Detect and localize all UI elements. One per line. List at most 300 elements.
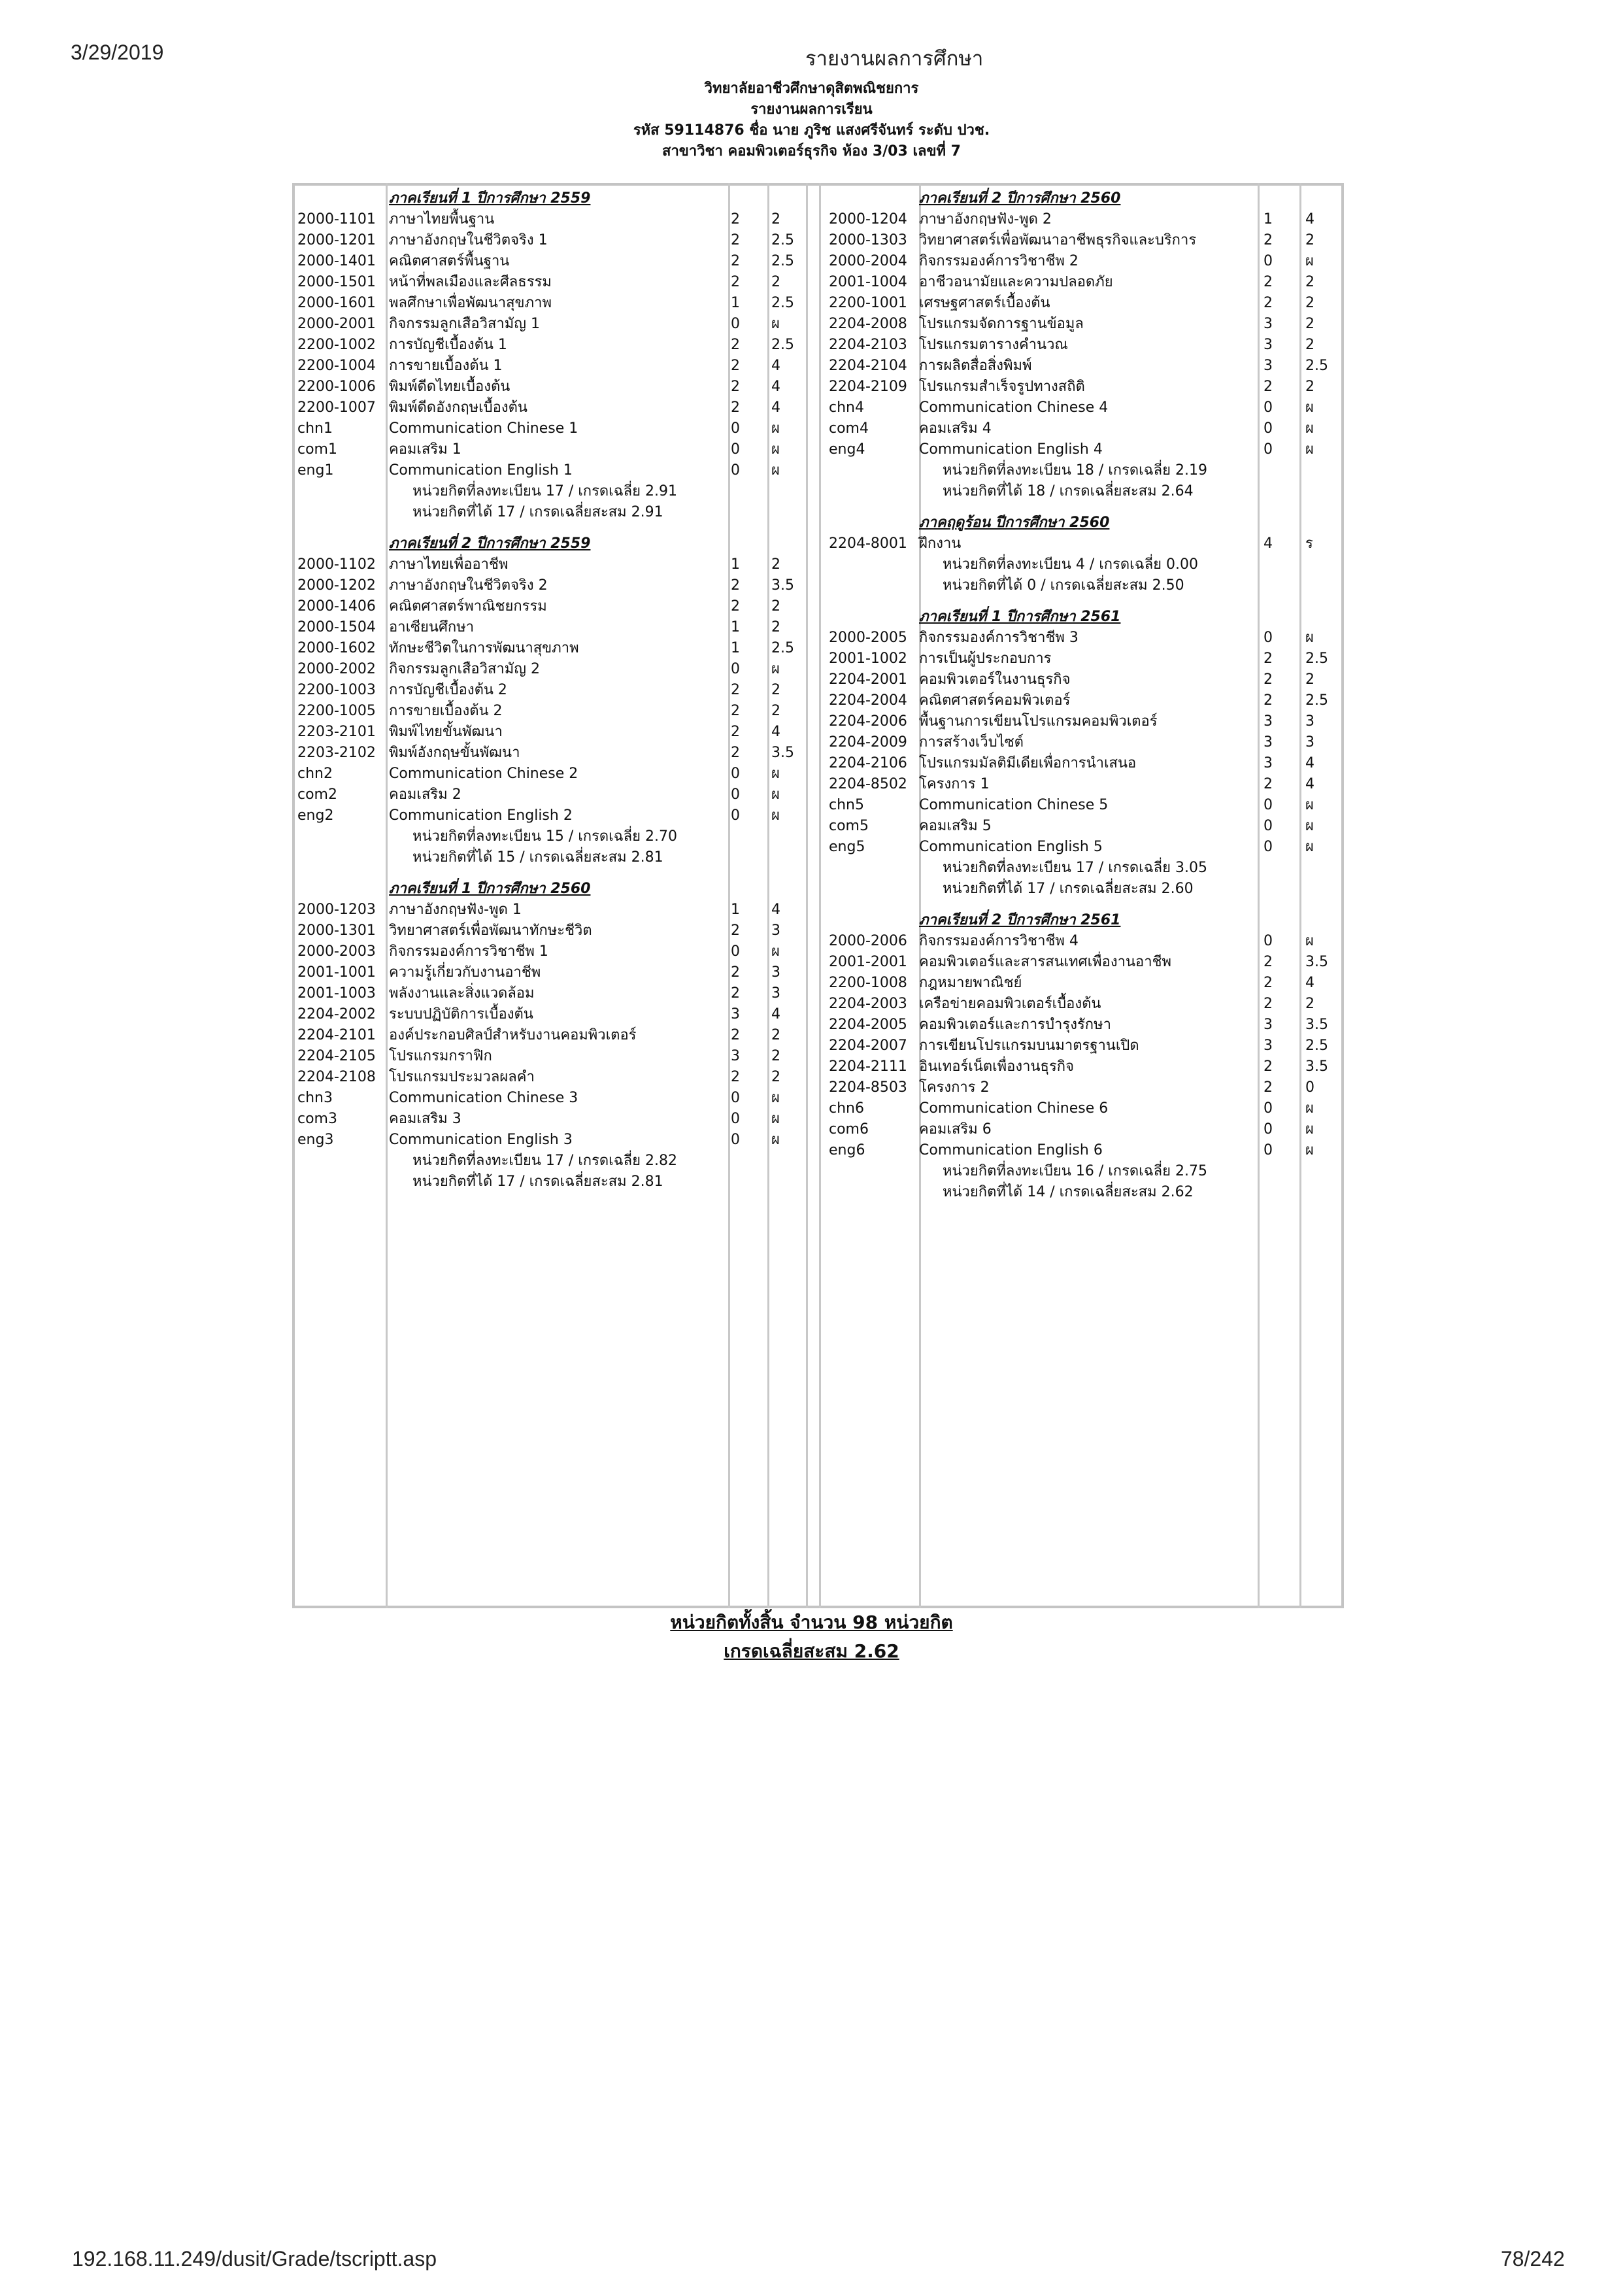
course-grade: 3	[771, 964, 780, 981]
course-row	[829, 649, 1339, 669]
course-grade: ผ	[1305, 399, 1314, 416]
course-credit: 3	[731, 1006, 740, 1022]
course-code: 2001-1004	[829, 274, 907, 290]
course-name: กิจกรรมองค์การวิชาชีพ 4	[919, 933, 1079, 949]
course-name: Communication Chinese 6	[919, 1100, 1109, 1117]
course-credit: 2	[731, 253, 740, 269]
course-code: 2000-1401	[297, 253, 376, 269]
course-grade: ผ	[1305, 818, 1314, 834]
course-row	[297, 209, 807, 230]
course-row	[297, 900, 807, 920]
student-info: รหัส 59114876 ชื่อ นาย ภูริช แสงศรีจันทร์ ระดับ ปวช.	[633, 122, 990, 139]
course-name: ฝึกงาน	[919, 535, 962, 552]
course-row	[297, 230, 807, 251]
course-credit: 0	[1263, 1121, 1273, 1138]
course-credit: 1	[731, 640, 740, 656]
course-row	[297, 1046, 807, 1067]
course-code: 2204-2008	[829, 316, 907, 332]
course-row	[829, 753, 1339, 774]
course-name: อาชีวอนามัยและความปลอดภัย	[919, 274, 1113, 290]
program-info: สาขาวิชา คอมพิวเตอร์ธุรกิจ ห้อง 3/03 เลขที่ 7	[662, 143, 961, 160]
course-name: คณิตศาสตร์พื้นฐาน	[389, 253, 510, 269]
term-registered-summary: หน่วยกิตที่ลงทะเบียน 4 / เกรดเฉลี่ย 0.00	[943, 556, 1199, 573]
course-name: เครือข่ายคอมพิวเตอร์เบื้องต้น	[919, 996, 1101, 1012]
course-credit: 1	[1263, 211, 1273, 228]
course-row	[297, 575, 807, 596]
course-credit: 0	[1263, 933, 1273, 949]
course-row	[829, 439, 1339, 460]
course-grade: 3.5	[771, 577, 794, 594]
term-earned-summary: หน่วยกิตที่ได้ 15 / เกรดเฉลี่ยสะสม 2.81	[412, 849, 663, 866]
course-code: 2204-2007	[829, 1038, 907, 1054]
course-row	[829, 314, 1339, 335]
course-credit: 0	[731, 316, 740, 332]
course-code: 2204-2004	[829, 692, 907, 709]
course-code: 2204-2101	[297, 1027, 376, 1043]
course-code: 2204-8502	[829, 776, 907, 792]
course-grade: ผ	[1305, 1142, 1314, 1158]
report-title: รายงานผลการเรียน	[750, 101, 873, 118]
course-row	[297, 743, 807, 764]
course-name: Communication Chinese 1	[389, 420, 578, 437]
course-grade: ผ	[771, 786, 780, 803]
course-grade: ผ	[1305, 630, 1314, 646]
course-row	[297, 439, 807, 460]
course-grade: ผ	[771, 441, 780, 458]
course-grade: 2	[771, 1069, 780, 1085]
course-credit: 2	[1263, 295, 1273, 311]
course-code: 2000-1406	[297, 598, 376, 615]
course-row	[829, 356, 1339, 377]
course-credit: 0	[1263, 441, 1273, 458]
term-earned-summary: หน่วยกิตที่ได้ 17 / เกรดเฉลี่ยสะสม 2.91	[412, 504, 663, 520]
course-code: 2000-1204	[829, 211, 907, 228]
course-grade: 2	[1305, 274, 1314, 290]
course-code: 2001-1001	[297, 964, 376, 981]
course-row	[297, 356, 807, 377]
course-grade: 2	[771, 556, 780, 573]
course-code: 2000-2003	[297, 943, 376, 960]
course-credit: 2	[1263, 996, 1273, 1012]
course-row	[829, 931, 1339, 952]
course-grade: 4	[1305, 211, 1314, 228]
course-code: 2204-2111	[829, 1058, 907, 1075]
course-grade: ผ	[771, 766, 780, 782]
course-name: โครงการ 2	[919, 1079, 990, 1096]
course-row	[297, 314, 807, 335]
course-credit: 0	[731, 420, 740, 437]
course-credit: 0	[731, 1090, 740, 1106]
course-name: คอมพิวเตอร์และการบำรุงรักษา	[919, 1017, 1111, 1033]
course-code: 2204-2109	[829, 379, 907, 395]
course-row	[829, 251, 1339, 272]
course-name: วิทยาศาสตร์เพื่อพัฒนาอาชีพธุรกิจและบริการ	[919, 232, 1197, 248]
course-name: กิจกรรมลูกเสือวิสามัญ 2	[389, 661, 540, 677]
course-row	[829, 335, 1339, 356]
course-grade: ผ	[1305, 1121, 1314, 1138]
transcript-footer	[0, 1608, 1623, 1666]
course-credit: 2	[731, 598, 740, 615]
course-code: 2000-1501	[297, 274, 376, 290]
course-row	[297, 785, 807, 805]
course-grade: 3.5	[771, 745, 794, 761]
course-grade: ผ	[771, 1090, 780, 1106]
course-name: โครงการ 1	[919, 776, 990, 792]
course-credit: 1	[731, 295, 740, 311]
college-name: วิทยาลัยอาชีวศึกษาดุสิตพณิชยการ	[704, 80, 919, 97]
course-row	[297, 659, 807, 680]
course-row	[297, 764, 807, 785]
course-code: 2000-1201	[297, 232, 376, 248]
course-name: กิจกรรมองค์การวิชาชีพ 2	[919, 253, 1079, 269]
course-code: eng6	[829, 1142, 865, 1158]
course-code: 2204-2106	[829, 755, 907, 771]
course-credit: 0	[731, 766, 740, 782]
course-name: ระบบปฏิบัติการเบื้องต้น	[389, 1006, 533, 1022]
course-name: Communication Chinese 3	[389, 1090, 578, 1106]
course-code: 2000-2002	[297, 661, 376, 677]
course-row	[829, 1098, 1339, 1119]
course-credit: 0	[1263, 420, 1273, 437]
course-row	[297, 983, 807, 1004]
course-credit: 2	[731, 1069, 740, 1085]
course-row	[829, 711, 1339, 732]
course-name: การบัญชีเบื้องต้น 1	[389, 337, 507, 353]
course-grade: 2	[771, 682, 780, 698]
course-credit: 2	[731, 274, 740, 290]
course-name: Communication Chinese 5	[919, 797, 1109, 813]
course-name: การเขียนโปรแกรมบนมาตรฐานเปิด	[919, 1038, 1139, 1054]
course-grade: 4	[1305, 776, 1314, 792]
course-credit: 2	[731, 1027, 740, 1043]
term-registered-summary: หน่วยกิตที่ลงทะเบียน 17 / เกรดเฉลี่ย 2.82	[412, 1153, 678, 1169]
course-grade: ผ	[771, 316, 780, 332]
course-grade: ผ	[771, 462, 780, 479]
course-credit: 0	[731, 661, 740, 677]
course-row	[829, 952, 1339, 973]
course-name: โปรแกรมตารางคำนวณ	[919, 337, 1068, 353]
course-grade: 2	[1305, 295, 1314, 311]
course-row	[829, 418, 1339, 439]
course-credit: 1	[731, 902, 740, 918]
course-row	[297, 1130, 807, 1151]
course-row	[829, 973, 1339, 994]
course-credit: 0	[731, 943, 740, 960]
course-code: 2200-1005	[297, 703, 376, 719]
course-grade: 4	[771, 1006, 780, 1022]
course-credit: 0	[1263, 399, 1273, 416]
course-code: com4	[829, 420, 869, 437]
course-credit: 2	[731, 337, 740, 353]
course-code: 2203-2101	[297, 724, 376, 740]
course-name: โปรแกรมประมวลผลคำ	[389, 1069, 535, 1085]
course-credit: 1	[731, 619, 740, 635]
course-name: ทักษะชีวิตในการพัฒนาสุขภาพ	[389, 640, 579, 656]
course-row	[297, 1109, 807, 1130]
course-code: chn6	[829, 1100, 864, 1117]
course-credit: 2	[1263, 954, 1273, 970]
course-grade: 2.5	[771, 232, 794, 248]
course-code: 2204-2103	[829, 337, 907, 353]
course-credit: 2	[1263, 1079, 1273, 1096]
course-row	[297, 1067, 807, 1088]
course-grade: 3	[1305, 713, 1314, 730]
course-code: chn5	[829, 797, 864, 813]
course-code: 2000-2004	[829, 253, 907, 269]
course-code: 2204-2002	[297, 1006, 376, 1022]
term-heading: ภาคฤดูร้อน ปีการศึกษา 2560	[919, 515, 1110, 531]
course-name: Communication Chinese 2	[389, 766, 578, 782]
course-name: Communication English 2	[389, 807, 573, 824]
cumulative-gpa: เกรดเฉลี่ยสะสม 2.62	[724, 1640, 899, 1662]
course-name: โปรแกรมจัดการฐานข้อมูล	[919, 316, 1084, 332]
course-row	[297, 418, 807, 439]
course-code: 2000-1602	[297, 640, 376, 656]
course-row	[297, 460, 807, 481]
column-divider	[819, 183, 821, 1608]
course-name: หน้าที่พลเมืองและศีลธรรม	[389, 274, 552, 290]
course-row	[829, 774, 1339, 795]
course-name: ภาษาอังกฤษฟัง-พูด 1	[389, 902, 522, 918]
term-heading: ภาคเรียนที่ 2 ปีการศึกษา 2560	[919, 190, 1121, 207]
page-number: 78/242	[1501, 2247, 1565, 2271]
course-row	[829, 994, 1339, 1015]
course-credit: 2	[1263, 379, 1273, 395]
course-row	[829, 1077, 1339, 1098]
course-code: 2204-2104	[829, 358, 907, 374]
course-row	[829, 1140, 1339, 1161]
course-name: การบัญชีเบื้องต้น 2	[389, 682, 507, 698]
course-code: 2001-1002	[829, 650, 907, 667]
course-grade: ผ	[1305, 797, 1314, 813]
course-grade: 3	[771, 922, 780, 939]
course-grade: ผ	[1305, 839, 1314, 855]
course-row	[297, 941, 807, 962]
course-grade: 3.5	[1305, 1058, 1328, 1075]
course-credit: 0	[1263, 630, 1273, 646]
course-credit: 2	[1263, 671, 1273, 688]
course-name: คณิตศาสตร์พาณิชยกรรม	[389, 598, 547, 615]
total-credits: หน่วยกิตทั้งสิ้น จำนวน 98 หน่วยกิต	[670, 1612, 953, 1633]
course-row	[297, 701, 807, 722]
course-name: โปรแกรมสำเร็จรูปทางสถิติ	[919, 379, 1085, 395]
course-code: 2204-8001	[829, 535, 907, 552]
course-grade: 2	[1305, 671, 1314, 688]
course-row	[829, 209, 1339, 230]
course-name: ภาษาไทยเพื่ออาชีพ	[389, 556, 509, 573]
course-row	[829, 732, 1339, 753]
course-code: 2204-8503	[829, 1079, 907, 1096]
course-name: พิมพ์อังกฤษขั้นพัฒนา	[389, 745, 520, 761]
course-grade: 0	[1305, 1079, 1314, 1096]
term-earned-summary: หน่วยกิตที่ได้ 14 / เกรดเฉลี่ยสะสม 2.62	[943, 1184, 1194, 1200]
course-name: กิจกรรมองค์การวิชาชีพ 3	[919, 630, 1079, 646]
course-credit: 0	[731, 1132, 740, 1148]
course-grade: 2	[1305, 316, 1314, 332]
course-code: com6	[829, 1121, 869, 1138]
course-row	[297, 251, 807, 272]
course-name: การผลิตสื่อสิ่งพิมพ์	[919, 358, 1032, 374]
course-name: คอมเสริม 5	[919, 818, 992, 834]
course-code: 2000-2001	[297, 316, 376, 332]
course-name: เศรษฐศาสตร์เบื้องต้น	[919, 295, 1050, 311]
right-column	[829, 188, 1339, 1203]
course-grade: ผ	[1305, 420, 1314, 437]
course-grade: ผ	[771, 943, 780, 960]
course-grade: 2	[1305, 337, 1314, 353]
course-row	[829, 272, 1339, 293]
course-credit: 0	[1263, 253, 1273, 269]
course-grade: 4	[771, 379, 780, 395]
course-grade: 3	[771, 985, 780, 1002]
course-code: 2200-1004	[297, 358, 376, 374]
course-code: 2203-2102	[297, 745, 376, 761]
course-row	[829, 1036, 1339, 1056]
course-name: Communication English 1	[389, 462, 573, 479]
course-grade: 2	[1305, 379, 1314, 395]
course-credit: 4	[1263, 535, 1273, 552]
course-row	[829, 837, 1339, 858]
course-row	[829, 230, 1339, 251]
course-row	[297, 377, 807, 397]
course-grade: ผ	[1305, 1100, 1314, 1117]
course-row	[297, 617, 807, 638]
course-row	[297, 680, 807, 701]
course-name: Communication English 3	[389, 1132, 573, 1148]
course-code: 2204-2105	[297, 1048, 376, 1064]
course-credit: 3	[1263, 1017, 1273, 1033]
course-row	[297, 335, 807, 356]
course-name: Communication English 6	[919, 1142, 1103, 1158]
course-code: 2000-1203	[297, 902, 376, 918]
term-gap	[297, 868, 807, 879]
course-row	[297, 596, 807, 617]
course-code: 2001-2001	[829, 954, 907, 970]
course-grade: 2.5	[1305, 650, 1328, 667]
course-credit: 2	[731, 703, 740, 719]
course-credit: 3	[1263, 1038, 1273, 1054]
course-credit: 3	[1263, 734, 1273, 751]
course-code: 2204-2005	[829, 1017, 907, 1033]
course-name: การสร้างเว็บไซต์	[919, 734, 1024, 751]
course-grade: ผ	[1305, 441, 1314, 458]
course-grade: 4	[771, 358, 780, 374]
course-code: com2	[297, 786, 337, 803]
course-credit: 0	[731, 462, 740, 479]
term-heading: ภาคเรียนที่ 1 ปีการศึกษา 2561	[919, 609, 1121, 625]
course-code: eng2	[297, 807, 334, 824]
course-name: โปรแกรมมัลติมีเดียเพื่อการนำเสนอ	[919, 755, 1137, 771]
course-name: การขายเบื้องต้น 2	[389, 703, 503, 719]
course-credit: 3	[1263, 337, 1273, 353]
course-code: eng1	[297, 462, 334, 479]
course-row	[829, 293, 1339, 314]
term-gap	[829, 596, 1339, 607]
course-code: 2204-2003	[829, 996, 907, 1012]
course-code: com3	[297, 1111, 337, 1127]
course-code: eng5	[829, 839, 865, 855]
course-grade: 2.5	[1305, 1038, 1328, 1054]
course-grade: 3.5	[1305, 954, 1328, 970]
course-row	[297, 722, 807, 743]
course-grade: 2.5	[1305, 692, 1328, 709]
term-heading: ภาคเรียนที่ 2 ปีการศึกษา 2559	[389, 535, 591, 552]
course-code: 2000-1601	[297, 295, 376, 311]
course-name: กิจกรรมลูกเสือวิสามัญ 1	[389, 316, 540, 332]
course-grade: 2.5	[1305, 358, 1328, 374]
course-grade: 2.5	[771, 295, 794, 311]
course-grade: 2	[771, 274, 780, 290]
course-name: ภาษาอังกฤษในชีวิตจริง 1	[389, 232, 548, 248]
course-grade: 2	[771, 598, 780, 615]
course-credit: 2	[731, 985, 740, 1002]
course-code: 2000-1101	[297, 211, 376, 228]
course-row	[297, 293, 807, 314]
course-row	[297, 962, 807, 983]
course-code: 2000-1102	[297, 556, 376, 573]
term-registered-summary: หน่วยกิตที่ลงทะเบียน 17 / เกรดเฉลี่ย 2.91	[412, 483, 678, 499]
course-row	[829, 816, 1339, 837]
course-row	[829, 397, 1339, 418]
term-registered-summary: หน่วยกิตที่ลงทะเบียน 16 / เกรดเฉลี่ย 2.75	[943, 1163, 1208, 1179]
course-name: คอมพิวเตอร์ในงานธุรกิจ	[919, 671, 1071, 688]
left-column	[297, 188, 807, 1192]
course-credit: 2	[731, 358, 740, 374]
term-gap	[829, 502, 1339, 513]
course-code: 2200-1002	[297, 337, 376, 353]
course-grade: 3.5	[1305, 1017, 1328, 1033]
course-code: 2200-1007	[297, 399, 376, 416]
page-title: รายงานผลการศึกษา	[805, 47, 984, 71]
course-credit: 0	[731, 807, 740, 824]
course-credit: 3	[1263, 316, 1273, 332]
course-credit: 1	[731, 556, 740, 573]
course-grade: 4	[1305, 975, 1314, 991]
course-code: chn1	[297, 420, 333, 437]
term-registered-summary: หน่วยกิตที่ลงทะเบียน 18 / เกรดเฉลี่ย 2.19	[943, 462, 1208, 479]
course-grade: 2	[1305, 232, 1314, 248]
course-name: พลศึกษาเพื่อพัฒนาสุขภาพ	[389, 295, 552, 311]
course-code: 2000-1504	[297, 619, 376, 635]
course-name: โปรแกรมกราฟิก	[389, 1048, 492, 1064]
course-name: องค์ประกอบศิลป์สำหรับงานคอมพิวเตอร์	[389, 1027, 637, 1043]
course-row	[297, 397, 807, 418]
course-code: com5	[829, 818, 869, 834]
course-grade: 2	[771, 703, 780, 719]
course-credit: 2	[731, 922, 740, 939]
course-credit: 2	[1263, 650, 1273, 667]
term-gap	[829, 900, 1339, 910]
course-grade: 2.5	[771, 253, 794, 269]
course-credit: 2	[1263, 975, 1273, 991]
course-name: การเป็นผู้ประกอบการ	[919, 650, 1052, 667]
course-grade: ผ	[771, 661, 780, 677]
course-row	[829, 795, 1339, 816]
course-name: พลังงานและสิ่งแวดล้อม	[389, 985, 535, 1002]
course-row	[829, 533, 1339, 554]
course-name: ภาษาไทยพื้นฐาน	[389, 211, 495, 228]
course-grade: ผ	[1305, 253, 1314, 269]
course-row	[297, 1088, 807, 1109]
course-code: eng3	[297, 1132, 334, 1148]
course-credit: 2	[1263, 692, 1273, 709]
course-credit: 2	[1263, 776, 1273, 792]
course-credit: 2	[1263, 274, 1273, 290]
course-credit: 0	[731, 441, 740, 458]
course-grade: 4	[771, 724, 780, 740]
course-code: com1	[297, 441, 337, 458]
term-registered-summary: หน่วยกิตที่ลงทะเบียน 17 / เกรดเฉลี่ย 3.05	[943, 860, 1208, 876]
